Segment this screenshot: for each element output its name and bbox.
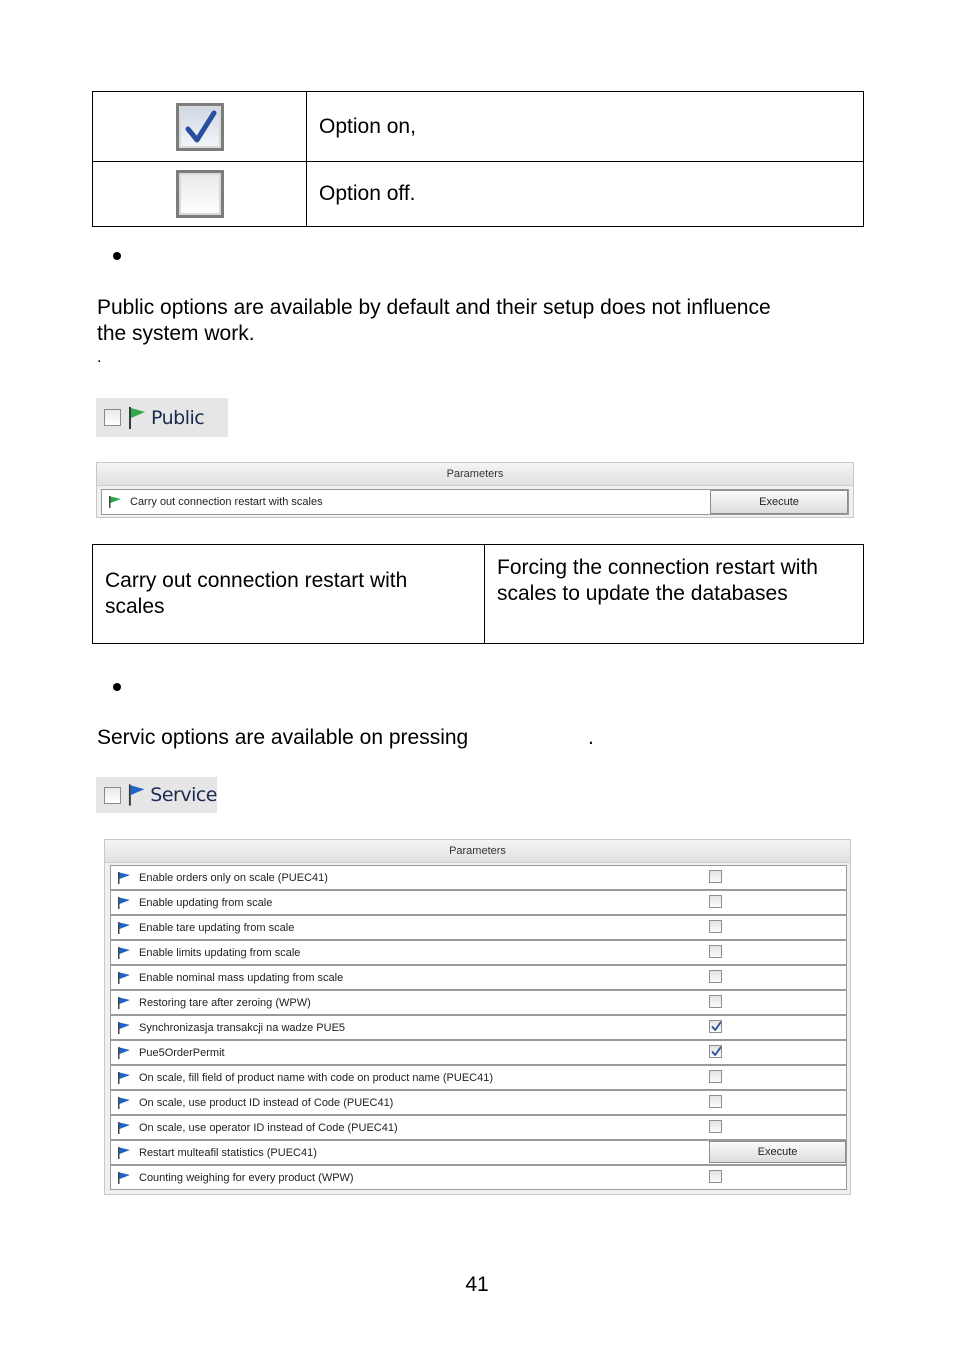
execute-button[interactable]: Execute xyxy=(710,490,848,514)
unchecked-checkbox[interactable] xyxy=(709,1120,722,1133)
param-label: Counting weighing for every product (WPW) xyxy=(139,1171,354,1184)
panel-header: Parameters xyxy=(97,463,853,486)
param-label: On scale, use product ID instead of Code (PUEC41) xyxy=(139,1096,394,1109)
unchecked-checkbox[interactable] xyxy=(709,945,722,958)
blue-flag-icon xyxy=(117,996,131,1010)
green-flag-icon xyxy=(127,406,147,430)
blue-flag-icon xyxy=(117,1021,131,1035)
unchecked-checkbox[interactable] xyxy=(709,1095,722,1108)
service-parameters-panel xyxy=(104,839,851,1195)
param-label: Pue5OrderPermit xyxy=(139,1046,225,1059)
legend-text-on: Option on, xyxy=(307,92,864,162)
unchecked-checkbox[interactable] xyxy=(709,920,722,933)
blue-flag-icon xyxy=(117,1121,131,1135)
option-name-cell: Carry out connection restart with scales xyxy=(93,545,485,644)
param-row xyxy=(110,1165,847,1190)
param-label: On scale, use operator ID instead of Code (PUEC41) xyxy=(139,1121,398,1134)
public-button-label: Public xyxy=(151,406,205,429)
param-row xyxy=(110,865,847,890)
service-paragraph: Servic options are available on pressing xyxy=(97,726,469,749)
param-row xyxy=(110,1015,847,1040)
execute-button[interactable]: Execute xyxy=(709,1141,846,1163)
public-checkbox[interactable] xyxy=(104,409,121,426)
param-row xyxy=(110,1040,847,1065)
public-paragraph xyxy=(97,295,877,369)
stray-dot: . xyxy=(97,349,102,366)
public-paragraph-line1: Public options are available by default and their setup does not influence xyxy=(97,296,771,319)
blue-flag-icon xyxy=(117,1046,131,1060)
blue-flag-icon xyxy=(117,896,131,910)
blue-flag-icon xyxy=(117,1171,131,1185)
param-label: Enable tare updating from scale xyxy=(139,921,295,934)
unchecked-checkbox-icon xyxy=(176,170,224,218)
checked-checkbox[interactable] xyxy=(709,1020,722,1033)
param-row xyxy=(110,1115,847,1140)
legend-row-off xyxy=(93,162,864,227)
option-description-cell: Forcing the connection restart with scales to update the databases xyxy=(485,545,864,644)
blue-flag-icon xyxy=(117,1071,131,1085)
checked-checkbox[interactable] xyxy=(709,1045,722,1058)
unchecked-checkbox[interactable] xyxy=(709,870,722,883)
unchecked-checkbox[interactable] xyxy=(709,1170,722,1183)
param-row xyxy=(110,915,847,940)
param-label: Enable limits updating from scale xyxy=(139,946,301,959)
service-toggle-button[interactable] xyxy=(96,777,217,813)
checkmark-icon xyxy=(711,1046,722,1057)
param-label: Restart multeafil statistics (PUEC41) xyxy=(139,1146,317,1159)
legend-icon-cell xyxy=(93,92,307,162)
checked-checkbox-icon xyxy=(176,103,224,151)
param-row xyxy=(110,940,847,965)
blue-flag-icon xyxy=(117,921,131,935)
blue-flag-icon xyxy=(117,971,131,985)
public-toggle-button[interactable] xyxy=(96,398,228,437)
param-label: Enable updating from scale xyxy=(139,896,273,909)
bullet-point xyxy=(113,252,121,260)
param-label: Enable nominal mass updating from scale xyxy=(139,971,344,984)
panel-header: Parameters xyxy=(105,840,850,863)
service-checkbox[interactable] xyxy=(104,787,121,804)
param-label: On scale, fill field of product name with code on product name (PUEC41) xyxy=(139,1071,494,1084)
param-row xyxy=(110,1090,847,1115)
legend-icon-cell xyxy=(93,162,307,227)
unchecked-checkbox[interactable] xyxy=(709,970,722,983)
option-legend-table xyxy=(92,91,864,227)
param-label: Synchronizasja transakcji na wadze PUE5 xyxy=(139,1021,346,1034)
unchecked-checkbox[interactable] xyxy=(709,895,722,908)
legend-row-on xyxy=(93,92,864,162)
param-label: Carry out connection restart with scales xyxy=(130,496,323,508)
legend-text-off: Option off. xyxy=(307,162,864,227)
param-row xyxy=(110,965,847,990)
unchecked-checkbox[interactable] xyxy=(709,995,722,1008)
public-paragraph-line2: the system work. xyxy=(97,322,255,345)
param-label: Enable orders only on scale (PUEC41) xyxy=(139,871,328,884)
bullet-point xyxy=(113,683,121,691)
unchecked-checkbox[interactable] xyxy=(709,1070,722,1083)
param-row xyxy=(110,1065,847,1090)
blue-flag-icon xyxy=(127,783,146,807)
param-row xyxy=(110,990,847,1015)
blue-flag-icon xyxy=(117,1096,131,1110)
public-parameters-panel xyxy=(96,462,854,518)
blue-flag-icon xyxy=(117,871,131,885)
service-paragraph-end: . xyxy=(588,726,594,749)
green-flag-icon xyxy=(108,495,122,509)
blue-flag-icon xyxy=(117,1146,131,1160)
description-table xyxy=(92,544,864,644)
checkmark-icon xyxy=(711,1021,722,1032)
param-row xyxy=(110,890,847,915)
blue-flag-icon xyxy=(117,946,131,960)
param-label: Restoring tare after zeroing (WPW) xyxy=(139,996,311,1009)
page-number: 41 xyxy=(465,1273,489,1296)
service-button-label: Service xyxy=(150,784,217,806)
description-row xyxy=(93,545,864,644)
